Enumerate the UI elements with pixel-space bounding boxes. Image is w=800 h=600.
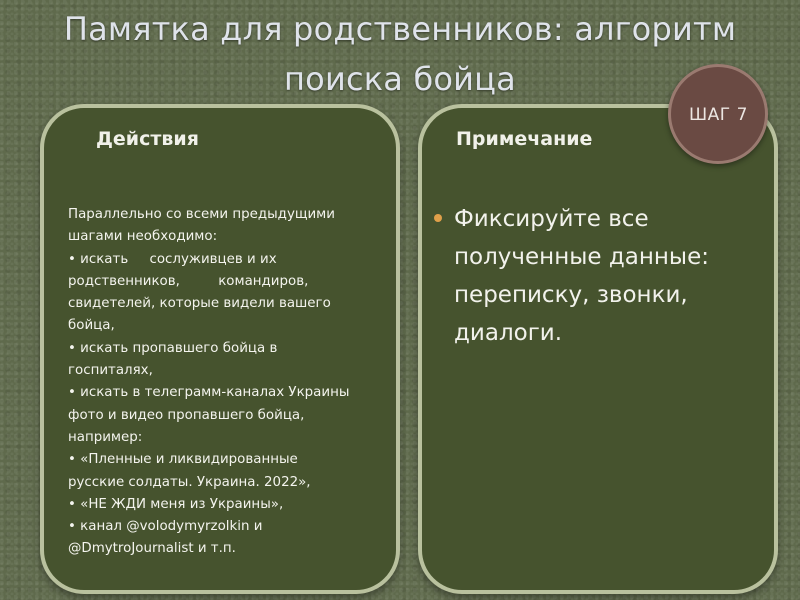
notes-heading: Примечание — [456, 128, 593, 150]
actions-line: фото и видео пропавшего бойца, — [68, 407, 305, 423]
notes-line: переписку, звонки, — [454, 282, 688, 308]
actions-line: • искать сослуживцев и их — [68, 251, 277, 267]
notes-bullet-item — [434, 200, 764, 352]
actions-line: свидетелей, которые видели вашего — [68, 296, 331, 312]
actions-line: родственников, командиров, — [68, 273, 309, 289]
actions-line: • искать в телеграмм-каналах Украины — [68, 385, 350, 401]
notes-line: полученные данные: — [454, 244, 709, 270]
actions-line: бойца, — [68, 318, 115, 334]
actions-line: • «Пленные и ликвидированные — [68, 452, 298, 468]
actions-line: @DmytroJournalist и т.п. — [68, 541, 236, 557]
title-line-2: поиска бойца — [284, 60, 516, 98]
actions-text — [68, 204, 386, 561]
notes-panel — [418, 104, 778, 594]
title-line-1: Памятка для родственников: алгоритм — [63, 10, 737, 48]
step-badge-label: ШАГ 7 — [689, 105, 748, 125]
actions-line: русские солдаты. Украина. 2022», — [68, 474, 311, 490]
slide-title — [40, 4, 760, 104]
step-badge — [668, 64, 768, 164]
bullet-dot-icon — [434, 214, 442, 222]
actions-line: шагами необходимо: — [68, 229, 218, 245]
notes-line: диалоги. — [454, 320, 563, 346]
actions-line: госпиталях, — [68, 363, 153, 379]
actions-panel — [40, 104, 400, 594]
actions-line: • «НЕ ЖДИ меня из Украины», — [68, 496, 284, 512]
actions-line: • искать пропавшего бойца в — [68, 340, 278, 356]
notes-text — [434, 200, 764, 352]
actions-heading: Действия — [96, 128, 199, 150]
actions-line: • канал @volodymyrzolkin и — [68, 519, 263, 535]
actions-line: Параллельно со всеми предыдущими — [68, 207, 335, 222]
actions-line: например: — [68, 429, 143, 445]
notes-line: Фиксируйте все — [454, 206, 649, 232]
